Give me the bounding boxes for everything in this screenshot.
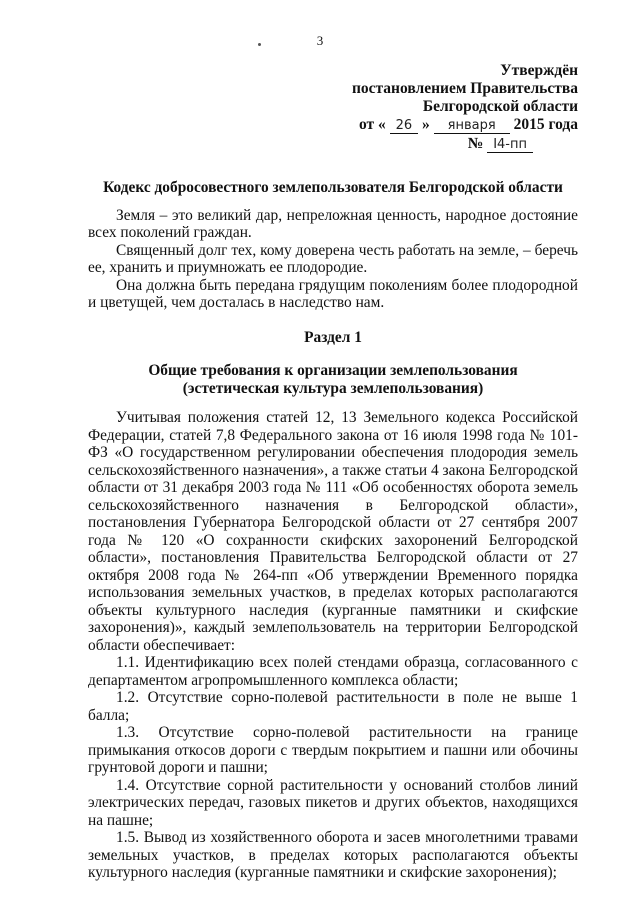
main-paragraph: Учитывая положения статей 12, 13 Земельного кодекса Российской Федерации, статей 7,8 Федерального закона от 16 июля 1998 года № 101-ФЗ «О государственном регулировании обеспечения плодородия земель сельскохозяйственного назначения», а также статьи 4 закона Белгородской области от 31 декабря 2003 года № 111 «Об особенностях оборота земель сельскохозяйственного назначения в Белгородской области», постановления Губернатора Белгородской области от 27 сентября 2007 года № 120 «О сохранности скифских захоронений Белгородской области», постановления Правительства Белгородской области от 27 октября 2008 года № 264-пп «Об утверждении Временного порядка использования земельных участков, в пределах которых располагаются объекты культурного наследия (курганные памятники и скифские захоронения)», каждый землепользователь на территории Белгородской области обеспечивает: xyxy=(88,409,578,654)
approval-date xyxy=(308,116,578,135)
intro-paragraph-3: Она должна быть передана грядущим поколениям более плодородной и цветущей, чем досталась в наследство нам. xyxy=(88,276,578,311)
date-day: 26 xyxy=(390,118,419,134)
intro-paragraph-2: Священный долг тех, кому доверена честь работать на земле, – беречь ее, хранить и приумножать ее плодородие. xyxy=(88,241,578,276)
document-body xyxy=(88,179,578,882)
list-item-1-3: 1.3. Отсутствие сорно-полевой растительности на границе примыкания откосов дороги с твердым покрытием и пашни или обочины грунтовой дороги и пашни; xyxy=(88,724,578,776)
approval-line-3: Белгородской области xyxy=(422,98,578,115)
date-suffix: 2015 года xyxy=(513,116,578,133)
approval-line-1: Утверждён xyxy=(500,62,578,79)
date-month: января xyxy=(434,118,510,134)
date-mid: » xyxy=(422,116,430,133)
list-item-1-2: 1.2. Отсутствие сорно-полевой растительности в поле не выше 1 балла; xyxy=(88,689,578,724)
number-value: I4-пп xyxy=(487,137,533,153)
list-item-1-1: 1.1. Идентификацию всех полей стендами образца, согласованного с департаментом агропромышленного комплекса области; xyxy=(88,654,578,689)
approval-line-2: постановлением Правительства xyxy=(351,80,578,97)
section-subtitle xyxy=(88,362,578,397)
page-number: 3 xyxy=(316,33,324,48)
list-item-1-5: 1.5. Вывод из хозяйственного оборота и засев многолетними травами земельных участков, в пределах которых располагаются объекты культурного наследия (курганные памятники и скифские захоронения); xyxy=(88,829,578,881)
approval-number xyxy=(308,135,578,154)
date-prefix: от « xyxy=(358,116,386,133)
intro-paragraph-1: Земля – это великий дар, непреложная ценность, народное достояние всех поколений граждан. xyxy=(88,206,578,241)
section-heading: Раздел 1 xyxy=(304,328,362,346)
document-title: Кодекс добросовестного землепользователя Белгородской области xyxy=(103,179,563,196)
subtitle-line-2: (эстетическая культура землепользования) xyxy=(182,379,484,397)
number-prefix: № xyxy=(467,135,484,152)
list-item-1-4: 1.4. Отсутствие сорной растительности у оснований столбов линий электрических передач, газовых пикетов и других объектов, находящихся на пашне; xyxy=(88,776,578,829)
approval-block xyxy=(308,62,578,154)
subtitle-line-1: Общие требования к организации землепользования xyxy=(148,362,518,379)
